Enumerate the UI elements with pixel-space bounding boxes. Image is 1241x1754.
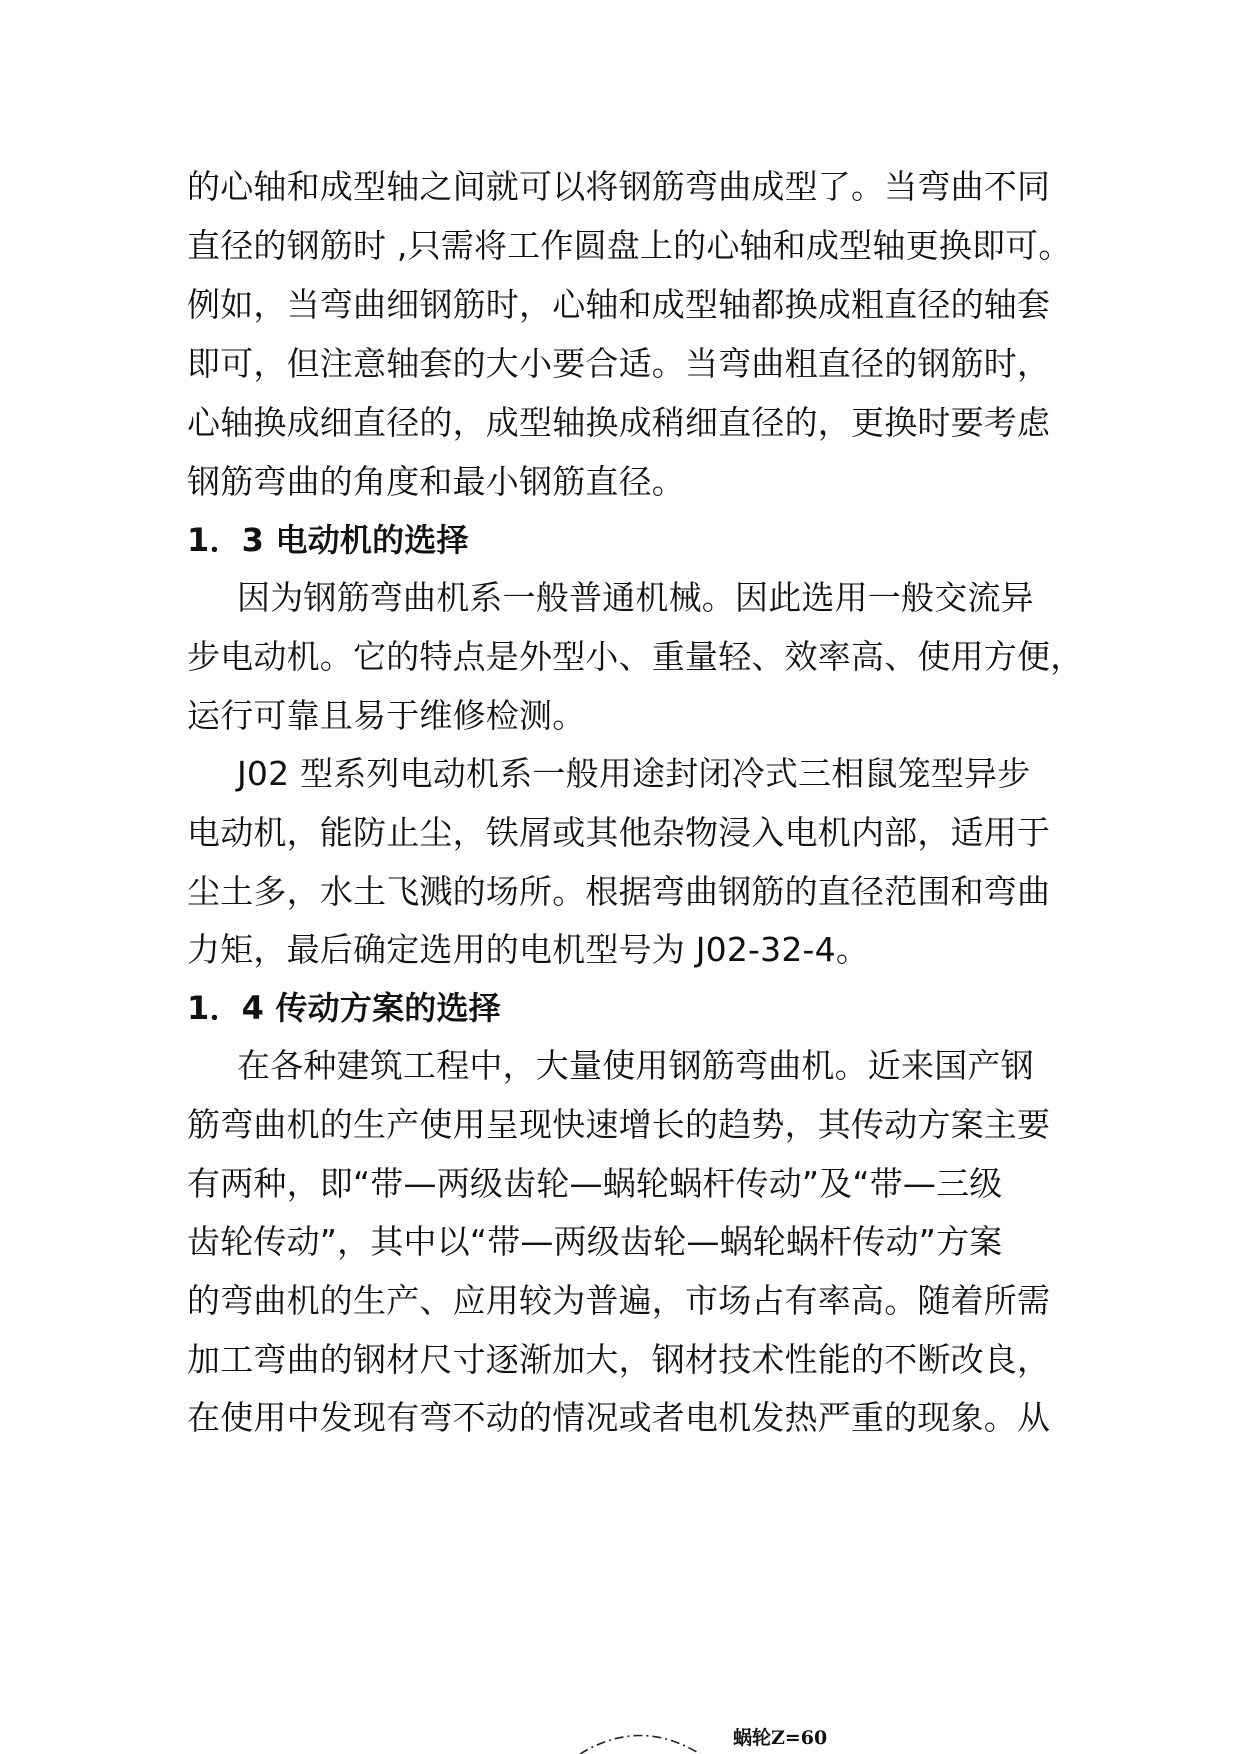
body-text-line: J02 型系列电动机系一般用途封闭冷式三相鼠笼型异步 [237,754,1031,793]
body-text-line: 的弯曲机的生产、应用较为普遍，市场占有率高。随着所需 [187,1281,1051,1320]
body-text-line: 电动机，能防止尘，铁屑或其他杂物浸入电机内部，适用于 [187,813,1051,852]
section-heading: 1．3 电动机的选择 [187,521,469,559]
body-text-line: 即可，但注意轴套的大小要合适。当弯曲粗直径的钢筋时， [187,344,1051,383]
body-text-line: 因为钢筋弯曲机系一般普通机械。因此选用一般交流异 [237,578,1034,617]
body-text-line: 筋弯曲机的生产使用呈现快速增长的趋势，其传动方案主要 [187,1105,1051,1144]
body-text-line: 的心轴和成型轴之间就可以将钢筋弯曲成型了。当弯曲不同 [187,167,1051,206]
figure-label: 蜗轮Z=60 [733,1727,828,1749]
body-text-line: 在各种建筑工程中，大量使用钢筋弯曲机。近来国产钢 [237,1046,1034,1085]
body-text-line: 例如，当弯曲细钢筋时，心轴和成型轴都换成粗直径的轴套 [187,285,1051,324]
section-heading: 1．4 传动方案的选择 [187,989,501,1027]
body-text-line: 心轴换成细直径的，成型轴换成稍细直径的，更换时要考虑 [187,403,1051,442]
worm-gear-figure [560,1725,880,1754]
body-text-line: 钢筋弯曲的角度和最小钢筋直径。 [187,462,685,501]
worm-gear-arc-icon [560,1725,730,1754]
body-text-line: 加工弯曲的钢材尺寸逐渐加大，钢材技术性能的不断改良， [187,1340,1051,1379]
body-text-line: 运行可靠且易于维修检测。 [187,696,586,735]
body-text-line: 步电动机。它的特点是外型小、重量轻、效率高、使用方便， [187,637,1084,676]
body-text-line: 力矩，最后确定选用的电机型号为 J02-32-4。 [187,930,870,969]
body-text-line: 尘土多，水土飞溅的场所。根据弯曲钢筋的直径范围和弯曲 [187,872,1051,911]
body-text-line: 在使用中发现有弯不动的情况或者电机发热严重的现象。从 [187,1398,1051,1437]
body-text-line: 齿轮传动”，其中以“带—两级齿轮—蜗轮蜗杆传动”方案 [187,1222,1003,1261]
body-text-line: 有两种，即“带—两级齿轮—蜗轮蜗杆传动”及“带—三级 [187,1164,1003,1203]
body-text-line: 直径的钢筋时 ,只需将工作圆盘上的心轴和成型轴更换即可。 [187,226,1072,265]
